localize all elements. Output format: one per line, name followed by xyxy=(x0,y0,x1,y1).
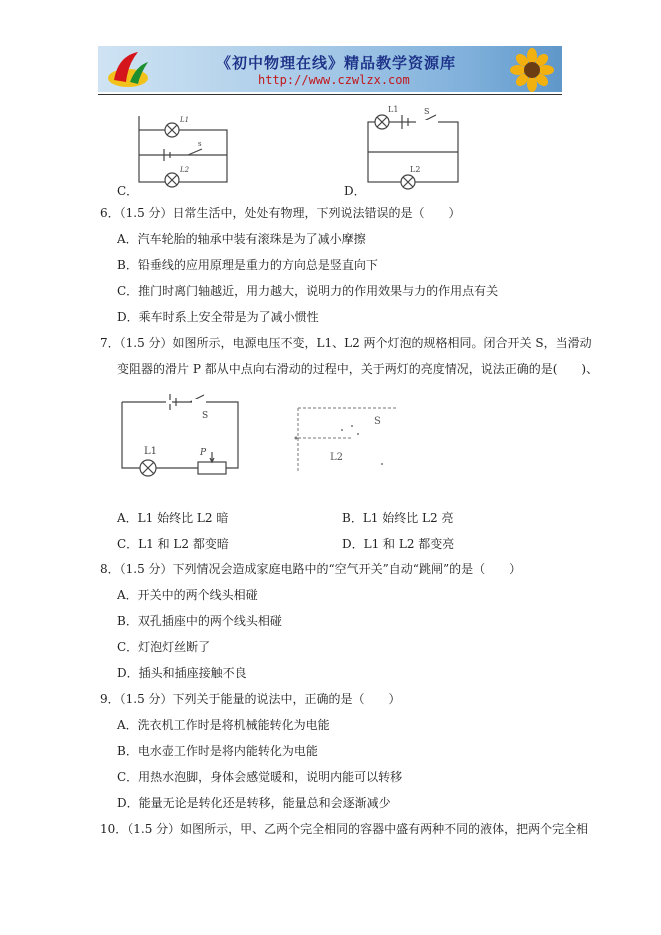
circuit-q7-left xyxy=(118,392,242,488)
q8-option-a: A．开关中的两个线头相碰 xyxy=(117,588,258,602)
q6-option-a: A．汽车轮胎的轴承中装有滚珠是为了减小摩擦 xyxy=(117,232,366,246)
svg-text:S: S xyxy=(202,411,209,421)
svg-text:L1: L1 xyxy=(144,446,158,457)
banner-title: 《初中物理在线》精品教学资源库 xyxy=(216,54,457,72)
q7-option-a: A．L1 始终比 L2 暗 xyxy=(117,511,229,525)
banner-url[interactable]: http://www.czwlzx.com xyxy=(258,73,410,87)
q8-stem: 8．（1.5 分）下列情况会造成家庭电路中的“空气开关”自动“跳闸”的是（ ） xyxy=(100,562,522,576)
q7-option-b: B．L1 始终比 L2 亮 xyxy=(342,511,454,525)
q9-stem: 9．（1.5 分）下列关于能量的说法中，正确的是（ ） xyxy=(100,692,401,706)
svg-text:S: S xyxy=(374,416,381,427)
q6-option-b: B．铅垂线的应用原理是重力的方向总是竖直向下 xyxy=(117,258,378,272)
circuit-option-d xyxy=(358,102,468,192)
svg-text:S: S xyxy=(424,107,430,116)
logo-icon xyxy=(104,48,154,90)
option-d-label: D． xyxy=(344,184,366,198)
svg-text:L1: L1 xyxy=(388,105,399,114)
q6-option-c: C．推门时离门轴越近，用力越大，说明力的作用效果与力的作用点有关 xyxy=(117,284,499,298)
circuit-q7-right-faded xyxy=(292,402,404,478)
q8-option-d: D．插头和插座接触不良 xyxy=(117,666,247,680)
q9-option-b: B．电水壶工作时是将内能转化为电能 xyxy=(117,744,318,758)
svg-text:P: P xyxy=(200,448,207,458)
q7-stem-line2: 变阻器的滑片 P 都从中点向右滑动的过程中，关于两灯的亮度情况，说法正确的是( )、 xyxy=(117,362,599,376)
option-c-label: C． xyxy=(117,184,139,198)
header-rule xyxy=(98,94,562,95)
q7-option-c: C．L1 和 L2 都变暗 xyxy=(117,537,229,551)
q6-option-d: D．乘车时系上安全带是为了减小惯性 xyxy=(117,310,319,324)
svg-text:L2: L2 xyxy=(330,452,344,463)
header-banner xyxy=(98,46,562,92)
circuit-option-c xyxy=(128,108,238,190)
q6-stem: 6．（1.5 分）日常生活中，处处有物理，下列说法错误的是（ ） xyxy=(100,206,461,220)
sunflower-icon xyxy=(502,48,560,92)
q9-option-c: C．用热水泡脚，身体会感觉暖和，说明内能可以转移 xyxy=(117,770,403,784)
q7-stem-line1: 7．（1.5 分）如图所示，电源电压不变，L1、L2 两个灯泡的规格相同。闭合开关 S，当滑动 xyxy=(100,336,592,350)
svg-text:L1: L1 xyxy=(180,116,190,124)
svg-text:L2: L2 xyxy=(180,166,190,174)
svg-text:s: s xyxy=(198,140,202,148)
q8-option-b: B．双孔插座中的两个线头相碰 xyxy=(117,614,282,628)
svg-text:L2: L2 xyxy=(410,165,421,174)
q9-option-a: A．洗衣机工作时是将机械能转化为电能 xyxy=(117,718,330,732)
q9-option-d: D．能量无论是转化还是转移，能量总和会逐渐减少 xyxy=(117,796,391,810)
q7-option-d: D．L1 和 L2 都变亮 xyxy=(342,537,455,551)
q8-option-c: C．灯泡灯丝断了 xyxy=(117,640,211,654)
q10-stem: 10．（1.5 分）如图所示，甲、乙两个完全相同的容器中盛有两种不同的液体，把两个完全相 xyxy=(100,822,589,836)
